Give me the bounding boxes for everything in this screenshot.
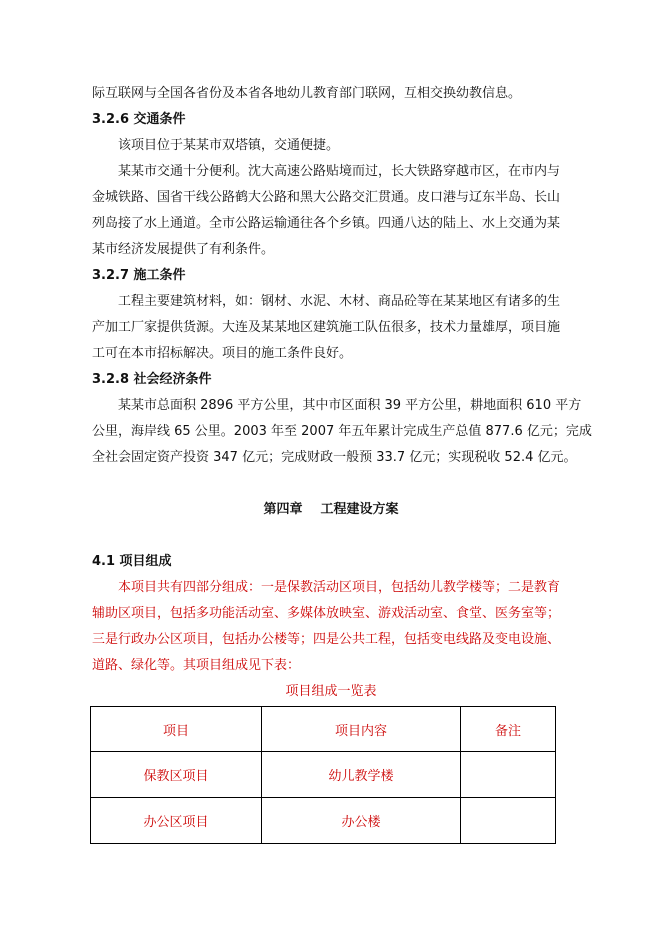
paragraph-line: 道路、绿化等。其项目组成见下表： xyxy=(92,658,301,673)
table-cell: 办公楼 xyxy=(262,798,461,844)
paragraph-line: 公里，海岸线 65 公里。2003 年至 2007 年五年累计完成生产总值 877.6 亿元；完成 xyxy=(92,424,592,439)
table-caption: 项目组成一览表 xyxy=(285,684,377,699)
table-row xyxy=(91,798,556,844)
paragraph-line: 某某市总面积 2896 平方公里，其中市区面积 39 平方公里，耕地面积 610 平方 xyxy=(118,398,582,413)
paragraph-line: 三是行政办公区项目，包括办公楼等；四是公共工程，包括变电线路及变电设施、 xyxy=(92,632,561,647)
paragraph-line: 辅助区项目，包括多功能活动室、多媒体放映室、游戏活动室、食堂、医务室等； xyxy=(92,606,561,621)
table-row xyxy=(91,752,556,798)
paragraph-line: 该项目位于某某市双塔镇，交通便捷。 xyxy=(118,138,340,153)
table-header-row xyxy=(91,707,556,752)
table-cell: 办公区项目 xyxy=(91,798,262,844)
paragraph-line: 际互联网与全国各省份及本省各地幼儿教育部门联网，互相交换幼教信息。 xyxy=(92,86,522,101)
chapter-number: 第四章 xyxy=(263,502,303,517)
paragraph-line: 产加工厂家提供货源。大连及某某地区建筑施工队伍很多，技术力量雄厚，项目施 xyxy=(92,320,561,335)
chapter-name: 工程建设方案 xyxy=(320,502,399,517)
paragraph-line: 某市经济发展提供了有利条件。 xyxy=(92,242,275,257)
paragraph-line: 列岛接了水上通道。全市公路运输通往各个乡镇。四通八达的陆上、水上交通为某 xyxy=(92,216,561,231)
table-cell: 幼儿教学楼 xyxy=(262,752,461,798)
paragraph-line: 全社会固定资产投资 347 亿元；完成财政一般预 33.7 亿元；实现税收 52.4 亿元。 xyxy=(92,450,577,465)
paragraph-line: 某某市交通十分便利。沈大高速公路贴境而过，长大铁路穿越市区，在市内与 xyxy=(118,164,561,179)
table-header-cell: 项目 xyxy=(91,707,262,752)
table-cell: 保教区项目 xyxy=(91,752,262,798)
paragraph-line: 本项目共有四部分组成：一是保教活动区项目，包括幼儿教学楼等；二是教育 xyxy=(118,580,561,595)
paragraph-line: 工可在本市招标解决。项目的施工条件良好。 xyxy=(92,346,353,361)
table-cell xyxy=(461,798,556,844)
paragraph-line: 金城铁路、国省干线公路鹤大公路和黑大公路交汇贯通。皮口港与辽东半岛、长山 xyxy=(92,190,561,205)
table-cell xyxy=(461,752,556,798)
paragraph-line: 工程主要建筑材料，如：钢材、水泥、木材、商品砼等在某某地区有诸多的生 xyxy=(118,294,561,309)
section-heading-3-2-6: 3.2.6 交通条件 xyxy=(92,112,186,127)
section-heading-4-1: 4.1 项目组成 xyxy=(92,554,172,569)
section-heading-3-2-8: 3.2.8 社会经济条件 xyxy=(92,372,212,387)
section-heading-3-2-7: 3.2.7 施工条件 xyxy=(92,268,186,283)
project-composition-table xyxy=(90,706,556,844)
chapter-title xyxy=(0,502,662,518)
table-header-cell: 备注 xyxy=(461,707,556,752)
table-header-cell: 项目内容 xyxy=(262,707,461,752)
